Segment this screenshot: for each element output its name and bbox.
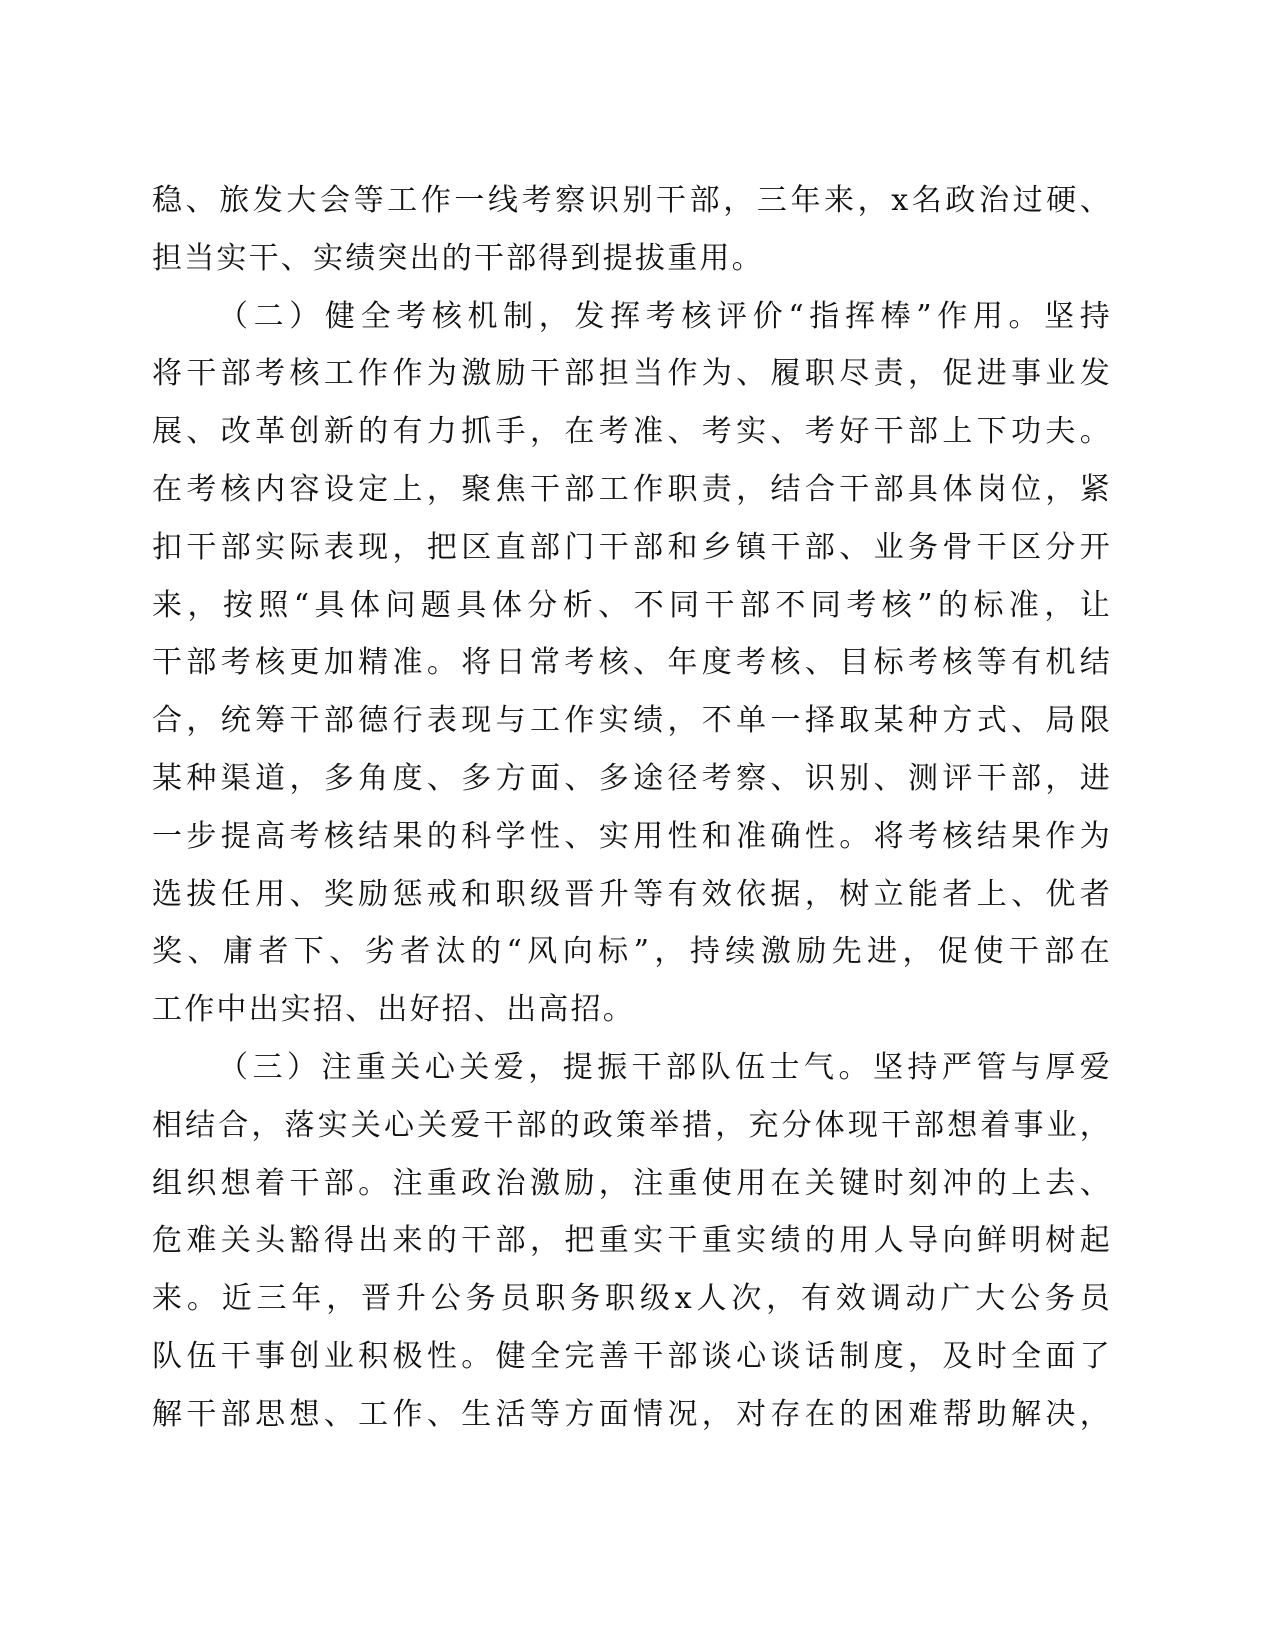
text-line-2: 担当实干、实绩突出的干部得到提拔重用。 [152, 240, 764, 276]
text-line-11: 某种渠道，多角度、多方面、多途径考察、识别、测评干部，进 [152, 760, 1112, 796]
text-line-1: 稳、旅发大会等工作一线考察识别干部，三年来，x名政治过硬、 [152, 183, 1112, 218]
text-line-8: 来，按照“具体问题具体分析、不同干部不同考核”的标准，让 [152, 587, 1112, 623]
text-line-6: 在考核内容设定上，聚焦干部工作职责，结合干部具体岗位，紧 [152, 471, 1112, 507]
body-text [152, 172, 1112, 1444]
text-line-12: 一步提高考核结果的科学性、实用性和准确性。将考核结果作为 [152, 818, 1112, 854]
section-heading-3: （三）注重关心关爱，提振干部队伍士气。坚持严管与厚爱 [218, 1049, 1112, 1085]
text-line-13: 选拔任用、奖励惩戒和职级晋升等有效依据，树立能者上、优者 [152, 876, 1112, 912]
text-line-20: 来。近三年，晋升公务员职务职级x人次，有效调动广大公务员 [152, 1281, 1112, 1317]
text-line-19: 危难关头豁得出来的干部，把重实干重实绩的用人导向鲜明树起 [152, 1223, 1112, 1259]
text-line-5: 展、改革创新的有力抓手，在考准、考实、考好干部上下功夫。 [152, 414, 1112, 450]
text-line-9: 干部考核更加精准。将日常考核、年度考核、目标考核等有机结 [152, 645, 1112, 681]
section-heading-2: （二）健全考核机制，发挥考核评价“指挥棒”作用。坚持 [218, 298, 1112, 334]
text-line-4: 将干部考核工作作为激励干部担当作为、履职尽责，促进事业发 [152, 356, 1112, 392]
text-line-7: 扣干部实际表现，把区直部门干部和乡镇干部、业务骨干区分开 [152, 529, 1112, 565]
text-line-15: 工作中出实招、出好招、出高招。 [152, 992, 635, 1028]
text-line-14: 奖、庸者下、劣者汰的“风向标”，持续激励先进，促使干部在 [152, 934, 1112, 970]
text-line-17: 相结合，落实关心关爱干部的政策举措，充分体现干部想着事业， [152, 1107, 1112, 1143]
text-line-21: 队伍干事创业积极性。健全完善干部谈心谈话制度，及时全面了 [152, 1338, 1112, 1374]
text-line-22: 解干部思想、工作、生活等方面情况，对存在的困难帮助解决， [152, 1396, 1112, 1432]
text-line-18: 组织想着干部。注重政治激励，注重使用在关键时刻冲的上去、 [152, 1165, 1112, 1201]
text-line-10: 合，统筹干部德行表现与工作实绩，不单一择取某种方式、局限 [152, 703, 1112, 739]
